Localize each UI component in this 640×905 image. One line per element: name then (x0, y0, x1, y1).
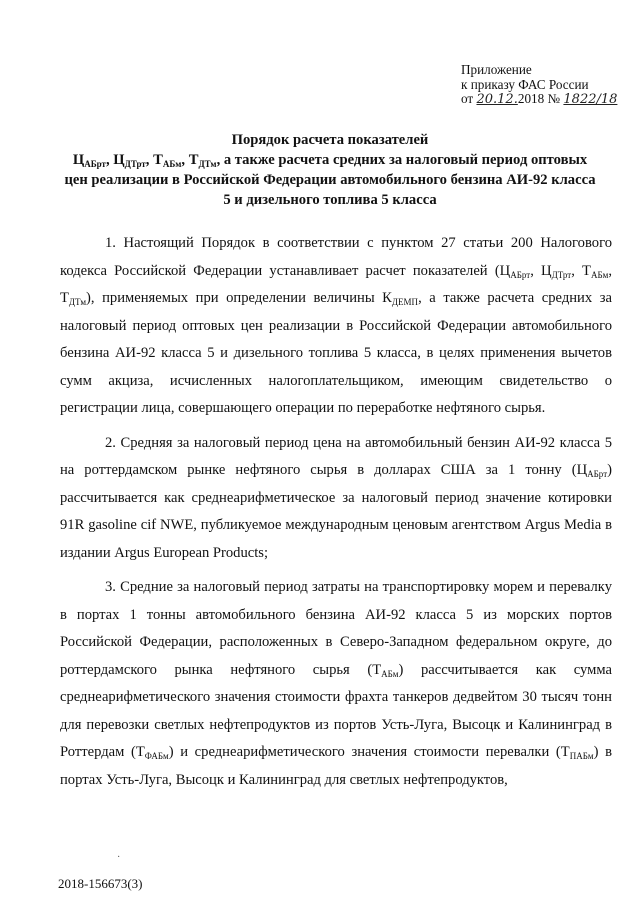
document-body (60, 230, 612, 801)
handwritten-number: 1822/18 (563, 92, 618, 107)
indicator: $Т_{АБм}$ (153, 152, 182, 169)
document-number: 2018-156673(3) (58, 876, 143, 891)
paragraph-1: 1. Настоящий Порядок в соответствии с пунктом 27 статьи 200 Налогового кодекса Российской Федерации устанавливает расчет показателей ($Ц_{АБрт}$, $Ц_{ДТрт}$, $Т_{АБм}$, $Т_{ДТм}$), применяемых при определении величины $К_{ДЕМП}$, а также расчета средних за налоговый период оптовых цен реализации в Российской Федерации автомобильного бензина АИ-92 класса 5 и дизельного топлива 5 класса, в целях применения вычетов сумм акциза, исчисленных налогоплательщиком, имеющим свидетельство о регистрации лица, совершающего операции по переработке нефтяного сырья. (60, 235, 612, 416)
indicator: $Ц_{АБрт}$ (72, 152, 106, 169)
indicator: $Ц_{ДТрт}$ (113, 152, 146, 169)
appendix-order-ref: к приказу ФАС России (461, 76, 589, 92)
appendix-date-line (461, 92, 617, 108)
appendix-title: Приложение (461, 62, 532, 77)
appendix-block (461, 63, 617, 108)
date-year: 2018 (517, 91, 545, 106)
title-line-3: цен реализации в Российской Федерации автомобильного бензина АИ-92 класса (64, 172, 596, 188)
indicator: $Т_{ДТм}$ (188, 152, 217, 169)
date-prefix: от (461, 91, 474, 106)
paragraph-3: 3. Средние за налоговый период затраты на транспортировку морем и перевалку в портах 1 тонны автомобильного бензина АИ-92 класса 5 из морских портов Российской Федерации, расположенных в Северо-Западном федеральном округе, до роттердамского рынка нефтяного сырья $(Т_{АБм})$ рассчитывается как сумма среднеарифметического значения стоимости фрахта танкеров дедвейтом 30 тысяч тонн для перевозки светлых нефтепродуктов из портов Усть-Луга, Высоцк и Калининград в Роттердам $(Т_{ФАБм})$ и среднеарифметического значения стоимости перевалки $(Т_{ПАБм})$ в портах Усть-Луга, Высоцк и Калининград для светлых нефтепродуктов, (60, 579, 612, 788)
handwritten-date: 20.12. (476, 92, 518, 107)
title-line-1: Порядок расчета показателей (231, 132, 429, 148)
paragraph-2: 2. Средняя за налоговый период цена на автомобильный бензин АИ-92 класса 5 на роттердамском рынке нефтяного сырья в долларах США за 1 тонну $(Ц_{АБрт})$ рассчитывается как среднеарифметическое за налоговый период значение котировки 91R gasoline cif NWE, публикуемое международным ценовым агентством Argus Media в издании Argus European Products; (60, 434, 612, 561)
number-label: № (547, 91, 561, 106)
title-line-4: 5 и дизельного топлива 5 класса (223, 192, 437, 208)
scan-speck: · (117, 852, 121, 863)
document-title (40, 130, 620, 210)
title-line-2: $Ц_{АБрт}$, $Ц_{ДТрт}$, $Т_{АБм}$, $Т_{ДТм}$, а также расчета средних за налоговый период оптовых (72, 152, 588, 169)
